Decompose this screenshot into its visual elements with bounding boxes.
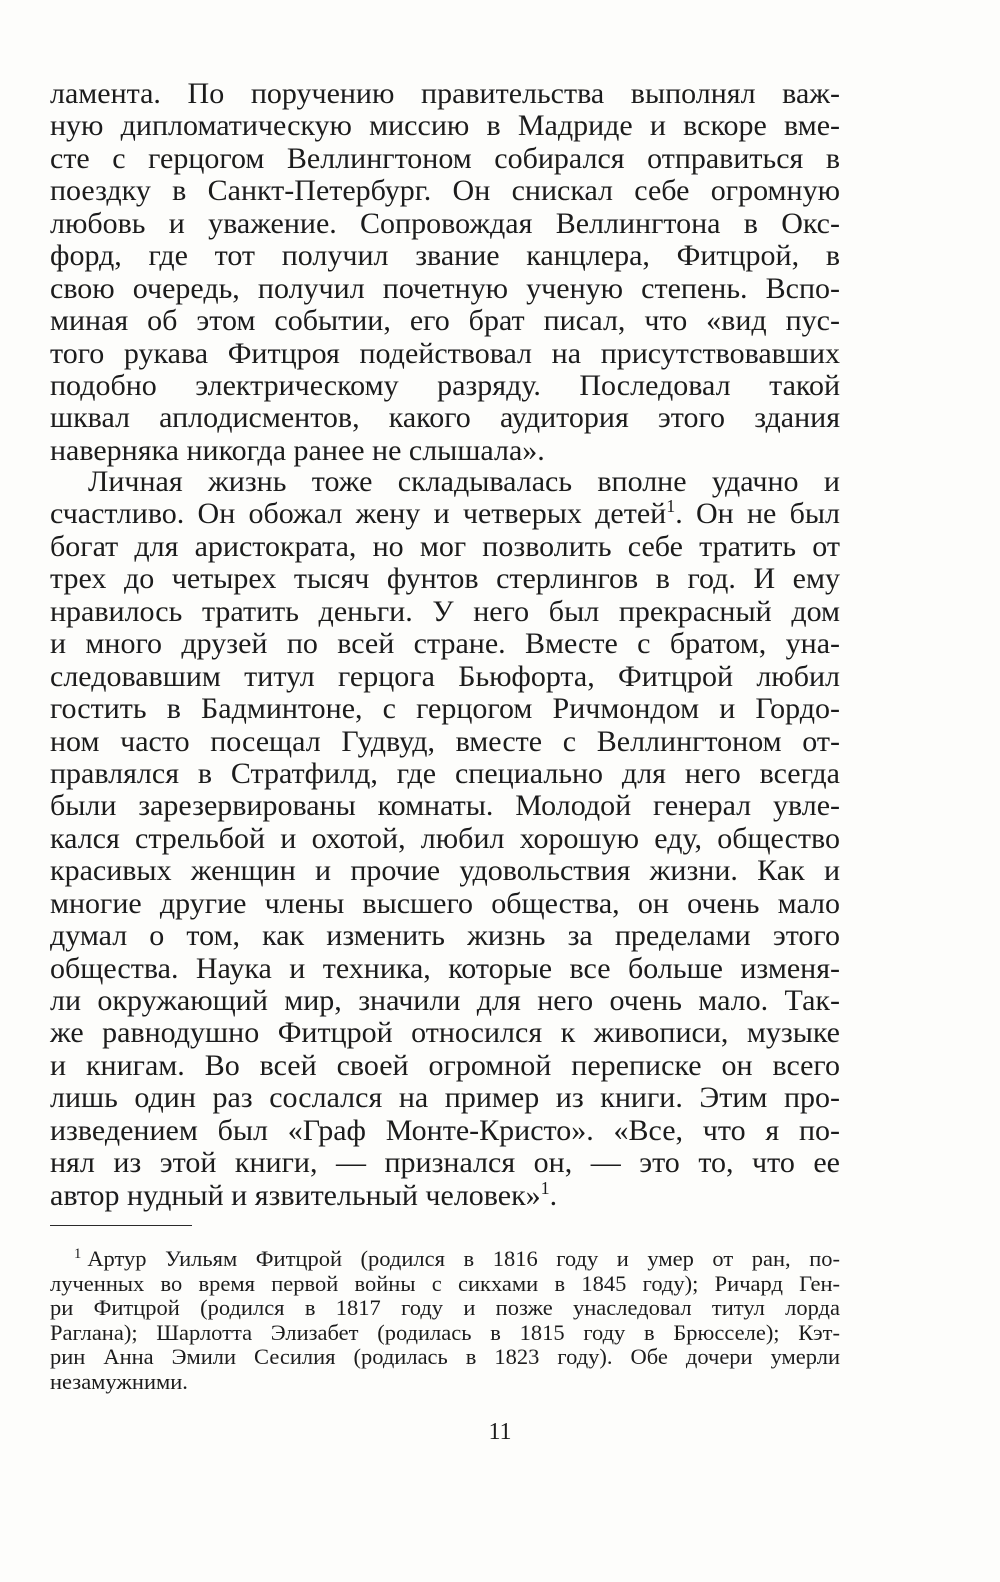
text-line: трех до четырех тысяч фунтов стерлингов в год. И ему <box>50 562 840 596</box>
text-line <box>50 1177 840 1212</box>
text-line: ли окружающий мир, значили для него очень мало. Так- <box>50 984 840 1017</box>
text-line: сте с герцогом Веллингтоном собирался отправиться в <box>50 141 840 175</box>
text-line: правлялся в Стратфилд, где специально для него всегда <box>50 756 840 790</box>
text-line: изведением был «Граф Монте-Кристо». «Все, что я по- <box>50 1113 840 1147</box>
footnote-reference: 1 <box>666 496 676 517</box>
text-fragment: счастливо. Он обожал жену и четверых детей <box>50 497 667 531</box>
text-line: следовавшим титул герцога Бьюфорта, Фитцрой любил <box>50 659 840 693</box>
text-fragment: автор нудный и язвительный человек» <box>50 1178 541 1212</box>
text-line: любовь и уважение. Сопровождая Веллингтона в Окс- <box>50 206 840 240</box>
text-line: ную дипломатическую миссию в Мадриде и вскоре вме- <box>50 109 840 143</box>
footnote <box>50 1247 840 1395</box>
footnote-marker: 1 <box>74 1245 82 1262</box>
footnote-line: лученных во время первой войны с сикхами в 1845 году); Ричард Ген- <box>50 1270 840 1296</box>
text-line: того рукава Фитцроя подействовал на присутствовавших <box>50 336 840 370</box>
footnote-reference: 1 <box>540 1177 550 1198</box>
text-line: ламента. По поручению правительства выполнял важ- <box>50 77 840 110</box>
text-line: ном часто посещал Гудвуд, вместе с Веллингтоном от- <box>50 724 840 758</box>
footnote-line: Раглана); Шарлотта Элизабет (родилась в 1815 году в Брюсселе); Кэт- <box>50 1319 840 1345</box>
text-line: нравилось тратить деньги. У него был прекрасный дом <box>50 594 840 628</box>
text-line: богат для аристократа, но мог позволить себе тратить от <box>50 529 840 563</box>
footnote-divider <box>50 1225 192 1226</box>
text-fragment: . Он не был <box>675 497 840 531</box>
paragraph-1 <box>50 78 840 467</box>
footnote-line: незамужними. <box>50 1368 188 1394</box>
text-line: общества. Наука и техника, которые все больше изменя- <box>50 951 840 985</box>
text-line: гостить в Бадминтоне, с герцогом Ричмондом и Гордо- <box>50 692 840 726</box>
footnote-line: ри Фитцрой (родился в 1817 году и позже унаследовал титул лорда <box>50 1295 840 1321</box>
text-line: подобно электрическому разряду. Последовал такой <box>50 368 840 402</box>
text-line: же равнодушно Фитцрой относился к живописи, музыке <box>50 1016 840 1050</box>
text-line: думал о том, как изменить жизнь за пределами этого <box>50 919 840 953</box>
text-line: и много друзей по всей стране. Вместе с братом, уна- <box>50 627 840 661</box>
text-fragment: . <box>549 1178 558 1212</box>
text-line: были зарезервированы комнаты. Молодой генерал увле- <box>50 789 840 823</box>
footnote-line: рин Анна Эмили Сесилия (родилась в 1823 году). Обе дочери умерли <box>50 1344 840 1370</box>
text-line: нял из этой книги, — признался он, — это то, что ее <box>50 1146 840 1180</box>
footnote-line <box>50 1247 840 1272</box>
text-line: наверняка никогда ранее не слышала». <box>50 433 545 467</box>
text-line: красивых женщин и прочие удовольствия жизни. Как и <box>50 854 840 888</box>
text-line: и книгам. Во всей своей огромной переписке он всего <box>50 1048 840 1082</box>
text-line: многие другие члены высшего общества, он очень мало <box>50 886 840 920</box>
text-line: свою очередь, получил почетную ученую степень. Вспо- <box>50 271 840 305</box>
text-line: Личная жизнь тоже складывалась вполне удачно и <box>88 465 840 498</box>
paragraph-2 <box>50 466 840 1212</box>
text-line: шквал аплодисментов, какого аудитория этого здания <box>50 401 840 435</box>
page-number: 11 <box>488 1419 512 1445</box>
text-line <box>50 498 840 530</box>
text-line: лишь один раз сослался на пример из книги. Этим про- <box>50 1081 840 1115</box>
text-line: форд, где тот получил звание канцлера, Фитцрой, в <box>50 239 840 273</box>
text-fragment: Артур Уильям Фитцрой (родился в 1816 году и умер от ран, по- <box>87 1246 840 1271</box>
text-line: кался стрельбой и охотой, любил хорошую еду, общество <box>50 821 840 855</box>
text-line: миная об этом событии, его брат писал, что «вид пус- <box>50 304 840 338</box>
text-line: поездку в Санкт-Петербург. Он снискал себе огромную <box>50 174 840 208</box>
